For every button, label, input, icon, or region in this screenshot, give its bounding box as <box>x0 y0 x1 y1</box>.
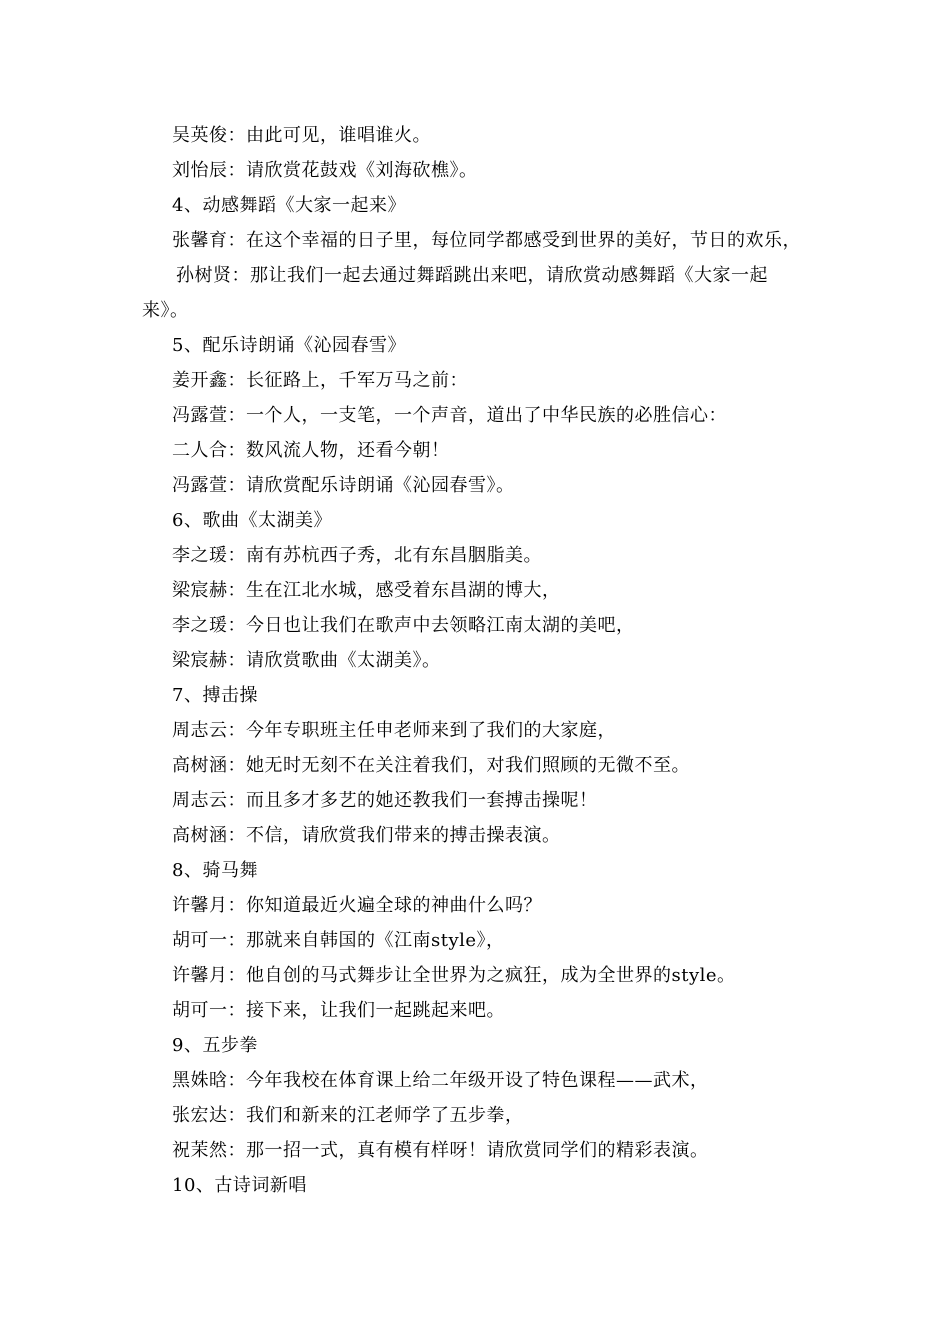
text-line: 冯露萱：请欣赏配乐诗朗诵《沁园春雪》。 <box>172 475 515 496</box>
section-heading: 8、骑马舞 <box>172 860 258 881</box>
text-line: 梁宸赫：请欣赏歌曲《太湖美》。 <box>172 650 441 671</box>
section-heading: 5、配乐诗朗诵《沁园春雪》 <box>172 335 406 356</box>
text-line: 胡可一：那就来自韩国的《江南style》， <box>172 930 505 951</box>
text-line: 张馨育：在这个幸福的日子里，每位同学都感受到世界的美好，节日的欢乐， <box>172 230 801 251</box>
text-line: 高树涵：她无时无刻不在关注着我们，对我们照顾的无微不至。 <box>172 755 690 776</box>
text-line: 二人合：数风流人物，还看今朝！ <box>172 440 450 461</box>
text-line: 孙树贤：那让我们一起去通过舞蹈跳出来吧，请欣赏动感舞蹈《大家一起 <box>176 265 768 286</box>
text-line: 李之瑗：南有苏杭西子秀，北有东昌胭脂美。 <box>172 545 542 566</box>
text-line: 李之瑗：今日也让我们在歌声中去领略江南太湖的美吧， <box>172 615 635 636</box>
text-line: 高树涵：不信，请欣赏我们带来的搏击操表演。 <box>172 825 561 846</box>
text-line: 张宏达：我们和新来的江老师学了五步拳， <box>172 1105 524 1126</box>
section-heading: 7、搏击操 <box>172 685 258 706</box>
text-line: 周志云：而且多才多艺的她还教我们一套搏击操呢！ <box>172 790 598 811</box>
text-line: 胡可一：接下来，让我们一起跳起来吧。 <box>172 1000 505 1021</box>
section-heading: 10、古诗词新唱 <box>172 1175 307 1196</box>
section-heading: 6、歌曲《太湖美》 <box>172 510 332 531</box>
text-line: 周志云：今年专职班主任申老师来到了我们的大家庭， <box>172 720 616 741</box>
text-line: 冯露萱：一个人，一支笔，一个声音，道出了中华民族的必胜信心： <box>172 405 727 426</box>
section-heading: 4、动感舞蹈《大家一起来》 <box>172 195 406 216</box>
text-line: 黑姝晗：今年我校在体育课上给二年级开设了特色课程——武术， <box>172 1070 709 1091</box>
text-line: 刘怡辰：请欣赏花鼓戏《刘海砍樵》。 <box>172 160 478 181</box>
section-heading: 9、五步拳 <box>172 1035 258 1056</box>
text-line: 吴英俊：由此可见，谁唱谁火。 <box>172 125 431 146</box>
text-line: 梁宸赫：生在江北水城，感受着东昌湖的博大， <box>172 580 561 601</box>
text-line: 许馨月：他自创的马式舞步让全世界为之疯狂，成为全世界的style。 <box>172 965 736 986</box>
text-line: 祝茉然：那一招一式，真有模有样呀！请欣赏同学们的精彩表演。 <box>172 1140 709 1161</box>
text-line-continuation: 来》。 <box>142 300 189 321</box>
text-line: 许馨月：你知道最近火遍全球的神曲什么吗？ <box>172 895 542 916</box>
text-line: 姜开鑫：长征路上，千军万马之前： <box>172 370 468 391</box>
